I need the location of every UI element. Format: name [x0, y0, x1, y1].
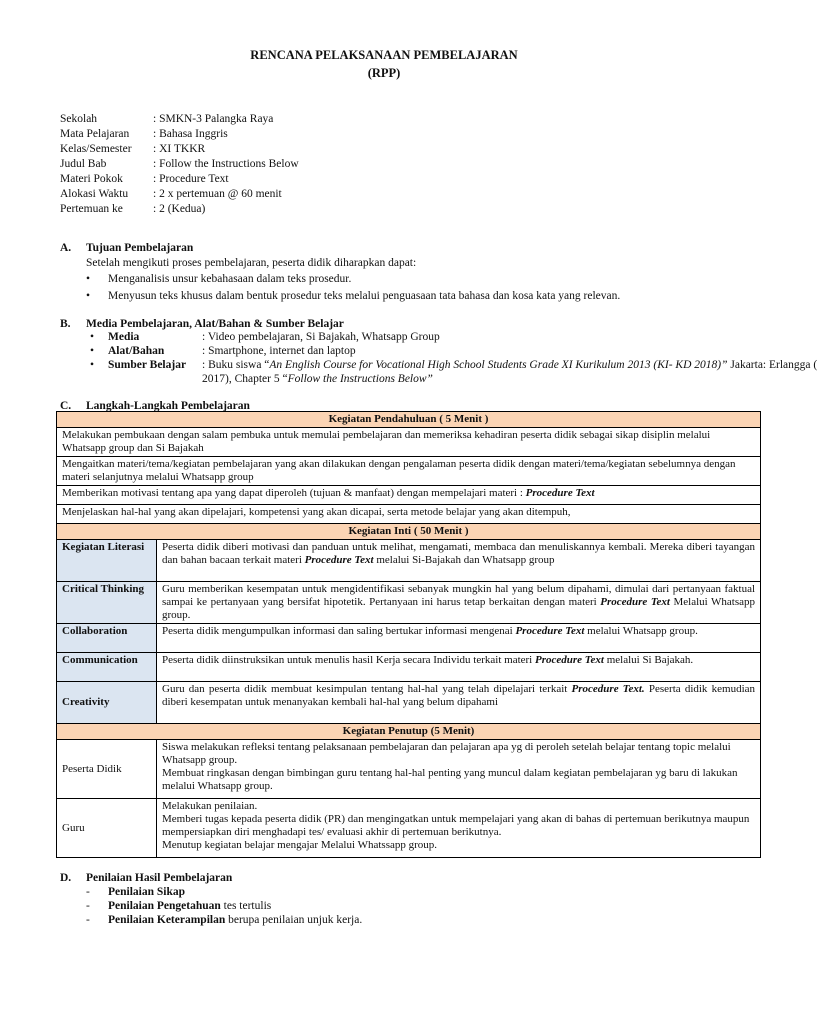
identity-row: Mata Pelajaran : Bahasa Inggris	[60, 128, 228, 140]
table-row: Communication Peserta didik diinstruksikan untuk menulis hasil Kerja secara Individu terkait materi Procedure Text melalui Si Bajakah.	[57, 653, 761, 682]
identity-row: Alokasi Waktu : 2 x pertemuan @ 60 menit	[60, 188, 282, 200]
list-item: • Menyusun teks khusus dalam bentuk prosedur teks melalui penguasaan tata bahasa dan kosa kata yang relevan.	[86, 290, 621, 302]
identity-row: Materi Pokok : Procedure Text	[60, 173, 229, 185]
list-item: - Penilaian Sikap	[86, 886, 186, 898]
table-row: Peserta Didik Siswa melakukan refleksi tentang pelaksanaan pembelajaran dan pelajaran apa yg di peroleh setelah belajar tentang topic melalui Whatsapp group. Membuat ringkasan dengan bimbingan guru tentang hal-hal penting yang muncul dalam kegiatan pembelajaran yg baru di lakukan melalui Whatsapp group.	[57, 740, 761, 799]
section-a-intro: Setelah mengikuti proses pembelajaran, peserta didik diharapkan dapat:	[86, 257, 417, 269]
steps-table	[56, 411, 761, 858]
table-row: Menjelaskan hal-hal yang akan dipelajari, kompetensi yang akan dicapai, serta metode belajar yang akan ditempuh,	[57, 505, 761, 524]
identity-row: Pertemuan ke : 2 (Kedua)	[60, 203, 206, 215]
section-c-heading: C. Langkah-Langkah Pembelajaran	[60, 400, 250, 412]
list-item: • Menganalisis unsur kebahasaan dalam teks prosedur.	[86, 273, 352, 285]
section-d-heading: D. Penilaian Hasil Pembelajaran	[60, 872, 233, 884]
table-row: Guru Melakukan penilaian. Memberi tugas kepada peserta didik (PR) dan mengingatkan untuk mempelajari yang akan di bahas di pertemuan berikutnya maupun mempersiapkan diri menghadapi tes/ evaluasi akhir di pertemuan berikutnya. Menutup kegiatan belajar mengajar Melalui Whatssapp group.	[57, 799, 761, 858]
table-row: Collaboration Peserta didik mengumpulkan informasi dan saling bertukar informasi mengenai Procedure Text melalui Whatsapp group.	[57, 624, 761, 653]
table-row	[57, 412, 761, 428]
table-row: Melakukan pembukaan dengan salam pembuka untuk memulai pembelajaran dan memeriksa kehadiran peserta didik sebagai sikap disiplin melalui Whatsapp group dan Si Bajakah	[57, 428, 761, 457]
table-row: Creativity Guru dan peserta didik membuat kesimpulan tentang hal-hal yang telah dipelajari terkait Procedure Text. Peserta didik kemudian diberi kesempatan untuk menanyakan kembali hal-hal yang belum dipahami	[57, 682, 761, 724]
doc-subtitle: (RPP)	[367, 66, 401, 80]
table-row: Kegiatan Literasi Peserta didik diberi motivasi dan panduan untuk melihat, mengamati, membaca dan menuliskannya kembali. Mereka diberi tayangan dan bahan bacaan terkait materi Procedure Text melalui Si-Bajakah dan Whatsapp group	[57, 540, 761, 582]
doc-title: RENCANA PELAKSANAAN PEMBELAJARAN	[250, 48, 518, 62]
identity-row: Sekolah : SMKN-3 Palangka Raya	[60, 113, 274, 125]
alat-row: • Alat/Bahan : Smartphone, internet dan laptop	[90, 345, 356, 357]
pendahuluan-header: Kegiatan Pendahuluan ( 5 Menit )	[57, 412, 761, 428]
media-row: • Media : Video pembelajaran, Si Bajakah, Whatsapp Group	[90, 331, 440, 343]
list-item: - Penilaian Pengetahuan tes tertulis	[86, 900, 272, 912]
section-a-heading: A. Tujuan Pembelajaran	[60, 242, 194, 254]
identity-row: Judul Bab : Follow the Instructions Below	[60, 158, 299, 170]
sumber-row: • Sumber Belajar : Buku siswa “An English Course for Vocational High School Students Grade XI Kurikulum 2013 (KI- KD 2018)” Jakarta: Erlangga ( 2017), Chapter 5 “Follow the Instructions Below”	[90, 359, 818, 385]
identity-block	[60, 112, 299, 217]
table-row: Mengaitkan materi/tema/kegiatan pembelajaran yang akan dilakukan dengan pengalaman peserta didik dengan materi/tema/kegiatan sebelumnya dengan materi selanjutnya melalui Whatsapp group	[57, 457, 761, 486]
identity-row: Kelas/Semester : XI TKKR	[60, 143, 206, 155]
table-row	[57, 724, 761, 740]
table-row	[57, 524, 761, 540]
section-b-heading: B. Media Pembelajaran, Alat/Bahan & Sumber Belajar	[60, 318, 344, 330]
inti-header: Kegiatan Inti ( 50 Menit )	[57, 524, 761, 540]
table-row: Critical Thinking Guru memberikan kesempatan untuk mengidentifikasi sebanyak mungkin hal yang belum dipahami, dimulai dari pertanyaan faktual sampai ke pertanyaan yang bersifat hipotetik. Pertanyaan ini harus tetap berkaitan dengan materi Procedure Text Melalui Whatsapp group.	[57, 582, 761, 624]
penutup-header: Kegiatan Penutup (5 Menit)	[57, 724, 761, 740]
table-row: Memberikan motivasi tentang apa yang dapat diperoleh (tujuan & manfaat) dengan mempelajari materi : Procedure Text	[57, 486, 761, 505]
list-item: - Penilaian Keterampilan berupa penilaian unjuk kerja.	[86, 914, 363, 926]
